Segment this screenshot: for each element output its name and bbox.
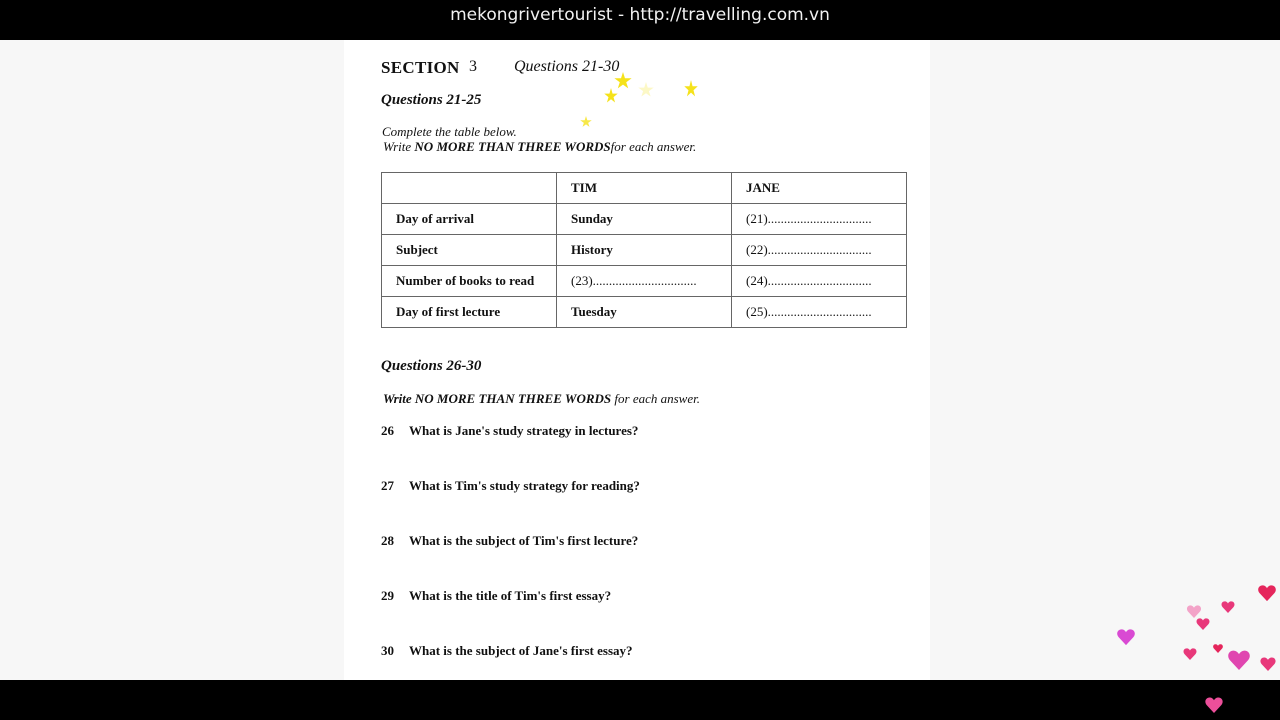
document-page: [344, 40, 930, 680]
bottom-bar: [0, 680, 1280, 720]
question-number: 26: [381, 423, 394, 438]
question-29: [381, 588, 611, 604]
question-text: What is the subject of Jane's first essay?: [409, 643, 633, 658]
instruction-tail: for each answer.: [610, 139, 697, 154]
heart-icon: [1221, 601, 1235, 613]
questions-26-30-heading: Questions 26-30: [381, 358, 482, 374]
section-label: SECTION: [381, 58, 460, 77]
table-row: [382, 266, 907, 297]
question-number: 30: [381, 643, 394, 658]
table-header-empty: [382, 173, 557, 204]
answer-blank-24[interactable]: (24)................................: [732, 266, 907, 297]
heart-icon: [1258, 583, 1276, 603]
question-27: [381, 478, 640, 494]
heart-icon: [1196, 618, 1210, 630]
heart-icon: [1228, 650, 1250, 670]
question-text: What is the title of Tim's first essay?: [409, 588, 612, 603]
tim-value: Sunday: [557, 204, 732, 235]
heart-icon: [1186, 605, 1202, 618]
row-label: Day of arrival: [382, 204, 557, 235]
watermark-text: mekongrivertourist - http://travelling.com.vn: [450, 5, 830, 25]
question-text: What is Tim's study strategy for reading?: [409, 478, 640, 493]
table-header-tim: TIM: [557, 173, 732, 204]
tim-value: History: [557, 235, 732, 266]
tim-value: Tuesday: [557, 297, 732, 328]
instruction-write: Write: [383, 391, 415, 406]
question-text: What is Jane's study strategy in lectures?: [409, 423, 639, 438]
section-range: Questions 21-30: [514, 58, 620, 75]
question-number: 28: [381, 533, 394, 548]
table-row: [382, 297, 907, 328]
heart-icon: [1205, 697, 1223, 713]
answer-table: [381, 172, 907, 328]
heart-icon: [1260, 657, 1276, 671]
question-number: 27: [381, 478, 394, 493]
question-text: What is the subject of Tim's first lecture?: [409, 533, 639, 548]
instruction-tail: for each answer.: [611, 391, 700, 406]
instruction-line-2: [383, 139, 696, 155]
watermark-bar: [0, 0, 1280, 40]
answer-blank-25[interactable]: (25)................................: [732, 297, 907, 328]
heart-icon: [1213, 644, 1223, 653]
document-viewport[interactable]: [0, 40, 1280, 680]
instruction-line-1: Complete the table below.: [382, 124, 517, 139]
table-header-row: [382, 173, 907, 204]
heart-icon: [1183, 648, 1197, 660]
row-label: Subject: [382, 235, 557, 266]
section-number: 3: [469, 58, 477, 75]
table-row: [382, 235, 907, 266]
instruction-part2: [383, 391, 700, 407]
heart-icon: [1117, 628, 1135, 646]
question-30: [381, 643, 633, 659]
question-28: [381, 533, 638, 549]
instruction-bold: NO MORE THAN THREE WORDS: [414, 391, 612, 406]
instruction-bold: NO MORE THAN THREE WORDS: [414, 139, 611, 154]
question-number: 29: [381, 588, 394, 603]
question-26: [381, 423, 638, 439]
answer-blank-23[interactable]: (23)................................: [557, 266, 732, 297]
answer-blank-22[interactable]: (22)................................: [732, 235, 907, 266]
row-label: Number of books to read: [382, 266, 557, 297]
table-header-jane: JANE: [732, 173, 907, 204]
instruction-write: Write: [383, 139, 415, 154]
row-label: Day of first lecture: [382, 297, 557, 328]
table-row: [382, 204, 907, 235]
questions-21-25-heading: Questions 21-25: [381, 92, 482, 108]
answer-blank-21[interactable]: (21)................................: [732, 204, 907, 235]
